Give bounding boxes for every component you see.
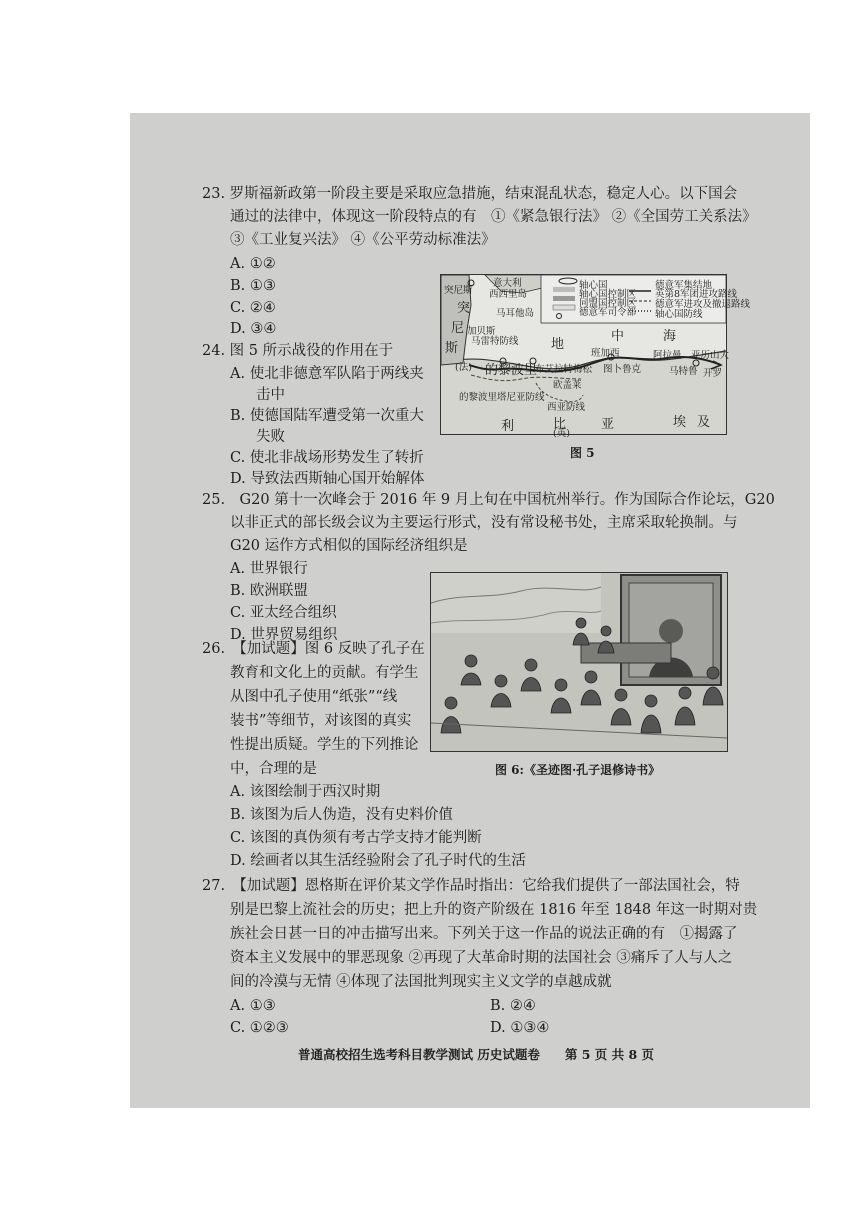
- legend-item-5: 德意军集结地: [655, 280, 713, 291]
- q27-option-b: B. ②④: [490, 998, 536, 1014]
- map-label-tunisia-4: 斯: [445, 341, 459, 356]
- map-label-tunisia-3: 尼: [451, 321, 465, 336]
- map-label-mareth: 马雷特防线: [471, 336, 519, 347]
- map-label-tripolitania-line: 的黎波里塔尼亚防线: [459, 392, 545, 403]
- q25-line-1: 25. G20 第十一次峰会于 2016 年 9 月上旬在中国杭州举行。作为国际合作论坛，G20: [202, 492, 775, 508]
- legend-item-6: 英第8军团进攻路线: [655, 289, 738, 300]
- q27-line-1: 27. 【加试题】恩格斯在评价某文学作品时指出：它给我们提供了一部法国社会，特: [202, 878, 740, 894]
- q24-option-a: A. 使北非德意军队陷于两线夹: [230, 366, 424, 382]
- map-label-sea-2: 中: [611, 329, 625, 344]
- map-label-tobruk: 图卜鲁克: [603, 364, 642, 375]
- map-label-tripoli: 的黎波里: [485, 363, 538, 378]
- q27-line-4: 资本主义发展中的罪恶现象 ②再现了大革命时期的法国社会 ③痛斥了人与人之: [230, 950, 733, 966]
- q23-line-3: ③《工业复兴法》 ④《公平劳动标准法》: [230, 232, 496, 248]
- q27-line-5: 间的冷漠与无情 ④体现了法国批判现实主义文学的卓越成就: [230, 974, 612, 990]
- q26-option-a: A. 该图绘制于西汉时期: [230, 784, 381, 800]
- map-label-tunisia: 突尼斯: [444, 285, 473, 296]
- map-label-benghazi: 班加西: [591, 348, 620, 359]
- q26-line-4: 装书”等细节，对该图的真实: [230, 713, 412, 729]
- q24-option-b-cont: 失败: [256, 429, 285, 445]
- q27-line-2: 别是巴黎上流社会的历史；把上升的资产阶级在 1816 年至 1848 年这一时期对贵: [230, 902, 758, 918]
- map-label-egypt-1: 埃: [673, 415, 687, 430]
- map-label-sea-1: 地: [551, 337, 565, 352]
- q24-option-c: C. 使北非战场形势发生了转折: [230, 450, 424, 466]
- q23-option-b: B. ①③: [230, 278, 276, 294]
- q23-line-1: 23. 罗斯福新政第一阶段主要是采取应急措施，结束混乱状态，稳定人心。以下国会: [202, 186, 738, 202]
- exam-page: [130, 113, 810, 1108]
- figure-6-caption: 图 6:《圣迹图·孔子退修诗书》: [495, 763, 661, 777]
- map-label-libya-2: 比: [553, 417, 567, 432]
- painting-graphic: [431, 573, 727, 751]
- figure-5-map: [440, 274, 751, 439]
- legend-item-4: 德意军司令部: [579, 307, 637, 318]
- q25-line-3: G20 运作方式相似的国际经济组织是: [230, 538, 468, 554]
- map-label-agheila: 欧盖莱: [553, 380, 582, 391]
- q26-line-6: 中，合理的是: [230, 761, 317, 777]
- map-label-alamein: 阿拉曼: [653, 350, 682, 361]
- q23-option-c: C. ②④: [230, 300, 276, 316]
- map-label-italy: 意大利: [493, 278, 522, 289]
- q26-line-5: 性提出质疑。学生的下列推论: [230, 737, 419, 753]
- map-label-sicily: 西西里岛: [489, 289, 528, 300]
- q24-option-b: B. 使德国陆军遭受第一次重大: [230, 408, 424, 424]
- map-label-cairo: 开罗: [703, 368, 723, 379]
- map-label-west-line: 西亚防线: [547, 402, 586, 413]
- q25-line-2: 以非正式的部长级会议为主要运行形式，没有常设秘书处，主席采取轮换制。与: [230, 515, 738, 531]
- q26-line-3: 从图中孔子使用“纸张”“线: [230, 689, 398, 705]
- q24-option-d: D. 导致法西斯轴心国开始解体: [230, 471, 425, 487]
- q23-option-a: A. ①②: [230, 256, 276, 272]
- q24-option-a-cont: 击中: [256, 387, 285, 403]
- map-label-alexandria: 亚历山大: [691, 350, 730, 361]
- legend-item-1: 轴心国: [579, 280, 608, 291]
- legend-item-2: 轴心国控制区: [579, 289, 637, 300]
- q27-line-3: 族社会日甚一日的冲击描写出来。下列关于这一作品的说法正确的有 ①揭露了: [230, 926, 738, 942]
- q26-option-c: C. 该图的真伪须有考古学支持才能判断: [230, 830, 482, 846]
- q25-option-c: C. 亚太经合组织: [230, 605, 337, 621]
- q27-option-a: A. ①③: [230, 998, 276, 1014]
- map-label-sea-3: 海: [663, 329, 677, 344]
- q23-line-2: 通过的法律中，体现这一阶段特点的有 ①《紧急银行法》 ②《全国劳工关系法》: [230, 209, 757, 225]
- q25-option-d: D. 世界贸易组织: [230, 627, 338, 643]
- map-label-egypt-2: 及: [697, 415, 711, 430]
- figure-5-caption: 图 5: [570, 446, 595, 460]
- q26-option-d: D. 绘画者以其生活经验附会了孔子时代的生活: [230, 853, 526, 869]
- map-label-gabes: 加贝斯: [467, 326, 496, 337]
- page-footer: 普通高校招生选考科目教学测试 历史试题卷 第 5 页 共 8 页: [298, 1047, 655, 1062]
- q27-option-d: D. ①③④: [490, 1020, 550, 1036]
- figure-6-painting: [430, 572, 728, 752]
- q25-option-a: A. 世界银行: [230, 561, 308, 577]
- q26-option-b: B. 该图为后人伪造，没有史料价值: [230, 807, 453, 823]
- map-label-malta: 马耳他岛: [496, 308, 535, 319]
- legend-item-8: 轴心国防线: [655, 309, 703, 320]
- map-label-tunisia-2: 突: [457, 301, 471, 316]
- q24-stem: 24. 图 5 所示战役的作用在于: [202, 343, 394, 359]
- legend-item-3: 同盟国控制区: [579, 298, 637, 309]
- map-label-libya-3: 亚: [601, 417, 615, 432]
- q26-line-2: 教育和文化上的贡献。有学生: [230, 665, 419, 681]
- map-label-british: (英): [553, 428, 570, 439]
- q27-option-c: C. ①②③: [230, 1020, 289, 1036]
- map-label-france: (法): [455, 362, 472, 373]
- q25-option-b: B. 欧洲联盟: [230, 583, 308, 599]
- q23-option-d: D. ③④: [230, 321, 277, 337]
- legend-item-7: 德意军进攻及撤退路线: [655, 299, 751, 310]
- map-label-misurata: 布艾拉特梅松: [535, 364, 593, 375]
- map-label-libya-1: 利: [501, 419, 515, 434]
- map-label-matruh: 马特鲁: [669, 366, 698, 377]
- q26-line-1: 26. 【加试题】图 6 反映了孔子在: [202, 641, 425, 657]
